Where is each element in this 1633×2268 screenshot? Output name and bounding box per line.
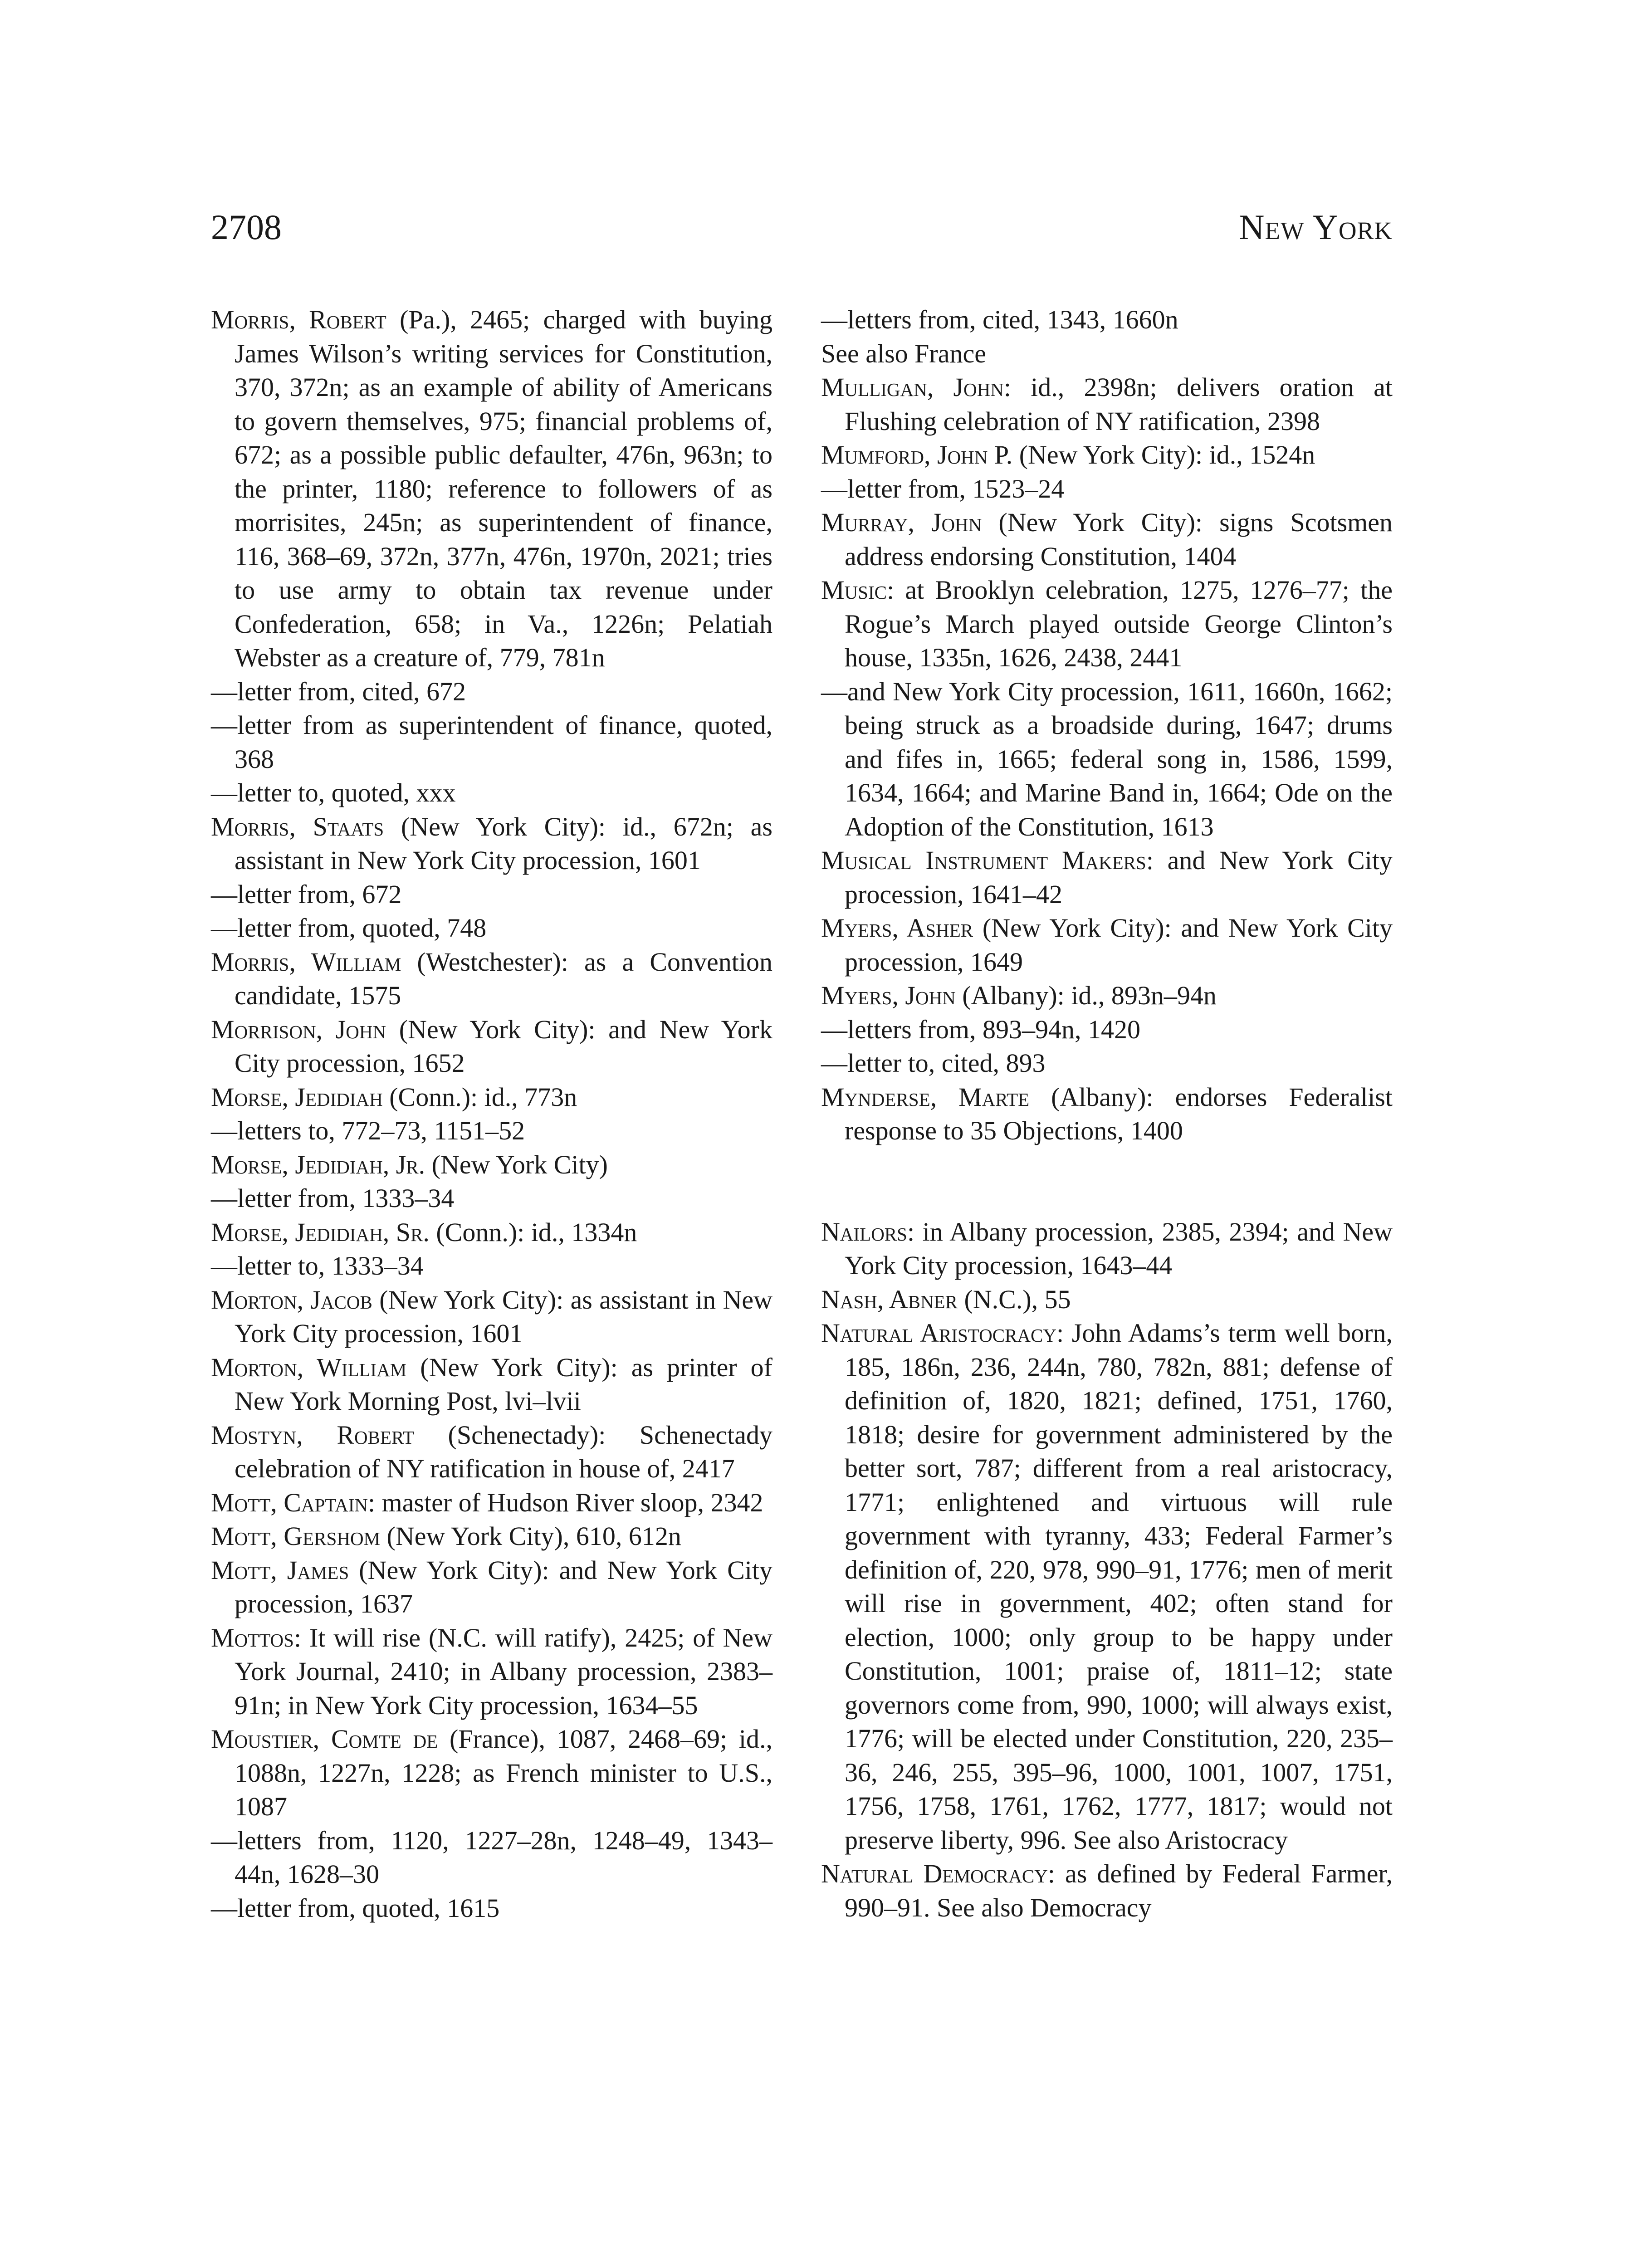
entry-text: —letter to, 1333–34 [211, 1251, 424, 1281]
entry-heading: Morse, Jedidiah, Jr. [211, 1149, 425, 1179]
entry-heading: Natural Aristocracy [821, 1318, 1056, 1348]
index-entry [821, 438, 1393, 472]
entry-text: (New York City): as assistant in New York City procession, 1601 [235, 1285, 772, 1348]
entry-text: (Pa.), 2465; charged with buying James Wilson’s writing services for Constitution, 370, 372n; as an example of ability of Americans to govern themselves, 975; financial problems of, 672; as a possible public defaulter, 476n, 963n; to the printer, 1180; reference to followers of as morrisites, 245n; as superintendent of finance, 116, 368–69, 372n, 377n, 476n, 1970n, 2021; tries to use army to obtain tax revenue under Confederation, 658; in Va., 1226n; Pelatiah Webster as a creature of, 779, 781n [235, 305, 772, 672]
entry-text: : and New York City procession, 1641–42 [845, 846, 1393, 909]
entry-text: (New York City) [425, 1149, 608, 1179]
index-subentry [821, 1013, 1393, 1047]
index-entry [821, 1316, 1393, 1857]
entry-text: —letter from, quoted, 1615 [211, 1893, 500, 1923]
left-column [211, 303, 772, 1925]
entry-text: : in Albany procession, 2385, 2394; and New York City procession, 1643–44 [845, 1217, 1393, 1280]
index-entry [211, 303, 772, 675]
section-break [821, 1148, 1393, 1215]
entry-text: —letters from, 1120, 1227–28n, 1248–49, 1343–44n, 1628–30 [211, 1825, 772, 1889]
entry-text: (New York City): and New York City procession, 1649 [845, 913, 1393, 977]
entry-text: See also France [821, 338, 986, 368]
index-entry [821, 1283, 1393, 1317]
entry-text: —letter from, 1523–24 [821, 474, 1065, 503]
entry-text: (Albany): endorses Federalist response to 35 Objections, 1400 [845, 1082, 1393, 1145]
entry-text: —letter from, quoted, 748 [211, 913, 487, 943]
index-entry [211, 1351, 772, 1418]
index-entry [211, 1418, 772, 1486]
index-subentry [821, 675, 1393, 844]
index-entry [211, 1486, 772, 1520]
entry-text: (Conn.): id., 1334n [429, 1217, 637, 1247]
entry-heading: Mulligan, John [821, 372, 1004, 402]
index-subentry [211, 1824, 772, 1892]
index-subentry [211, 675, 772, 709]
index-subentry [211, 1182, 772, 1216]
index-entry [211, 1013, 772, 1080]
entry-heading: Mott, Captain [211, 1487, 368, 1517]
entry-heading: Mostyn, Robert [211, 1420, 414, 1450]
index-entry [211, 1148, 772, 1182]
entry-heading: Musical Instrument Makers [821, 846, 1146, 875]
index-subentry [211, 1114, 772, 1148]
entry-text: (New York City): and New York City procession, 1637 [235, 1555, 772, 1618]
entry-heading: Mumford, John P. [821, 440, 1013, 469]
index-subentry [211, 1249, 772, 1283]
index-entry [821, 911, 1393, 979]
entry-heading: Morris, Robert [211, 305, 386, 334]
index-entry [211, 1216, 772, 1250]
entry-heading: Morton, William [211, 1352, 407, 1382]
entry-text: —letter from, 672 [211, 879, 402, 909]
entry-text: (Westchester): as a Convention candidate, 1575 [235, 947, 773, 1010]
entry-heading: Music [821, 575, 887, 605]
entry-heading: Morton, Jacob [211, 1285, 372, 1315]
index-entry [821, 1857, 1393, 1925]
entry-text: —letter to, cited, 893 [821, 1048, 1046, 1078]
index-entry [821, 573, 1393, 675]
entry-text: (Schenectady): Schenectady celebration of NY ratification in house of, 2417 [235, 1420, 773, 1483]
index-subentry [821, 337, 1393, 371]
entry-text: —letter from, 1333–34 [211, 1183, 455, 1213]
running-head: New York [1239, 207, 1393, 247]
index-subentry [821, 303, 1393, 337]
entry-text: (New York City): as printer of New York Morning Post, lvi–lvii [235, 1352, 772, 1416]
entry-text: : John Adams’s term well born, 185, 186n, 236, 244n, 780, 782n, 881; defense of definition of, 1820, 1821; defined, 1751, 1760, 1818; desire for government administered by the better sort, 787; different from a real aristocracy, 1771; enlightened and virtuous will rule government with tyranny, 433; Federal Farmer’s definition of, 220, 978, 990–91, 1776; men of merit will rise in government, 402; often stand for election, 1000; only group to be happy under Constitution, 1001; praise of, 1811–12; state governors come from, 990, 1000; will always exist, 1776; will be elected under Constitution, 220, 235–36, 246, 255, 395–96, 1000, 1001, 1007, 1751, 1756, 1758, 1761, 1762, 1777, 1817; would not preserve liberty, 996. See also Aristocracy [845, 1318, 1393, 1855]
entry-text: (Albany): id., 893n–94n [955, 981, 1217, 1010]
index-subentry [211, 1892, 772, 1926]
entry-text: : at Brooklyn celebration, 1275, 1276–77; the Rogue’s March played outside George Clinton’s house, 1335n, 1626, 2438, 2441 [845, 575, 1393, 672]
page-number: 2708 [211, 207, 282, 247]
entry-heading: Natural Democracy [821, 1859, 1048, 1888]
entry-text: —letter from, cited, 672 [211, 676, 466, 706]
entry-text: (Conn.): id., 773n [382, 1082, 577, 1112]
index-entry [821, 979, 1393, 1013]
entry-text: (New York City): id., 1524n [1012, 440, 1315, 469]
entry-heading: Morris, William [211, 947, 401, 977]
index-entry [211, 1621, 772, 1723]
entry-heading: Morrison, John [211, 1014, 386, 1044]
entry-heading: Mott, Gershom [211, 1521, 381, 1551]
index-subentry [211, 776, 772, 810]
entry-text: (France), 1087, 2468–69; id., 1088n, 1227n, 1228; as French minister to U.S., 1087 [235, 1724, 772, 1821]
entry-heading: Morris, Staats [211, 811, 384, 841]
index-entry [211, 810, 772, 878]
entry-text: : id., 2398n; delivers oration at Flushing celebration of NY ratification, 2398 [845, 372, 1393, 436]
entry-heading: Mottos [211, 1623, 294, 1652]
entry-heading: Myers, Asher [821, 913, 973, 943]
entry-text: —letter to, quoted, xxx [211, 778, 456, 807]
index-subentry [211, 709, 772, 776]
entry-text: —letters from, 893–94n, 1420 [821, 1014, 1140, 1044]
index-entry [211, 945, 772, 1013]
entry-heading: Mott, James [211, 1555, 349, 1585]
entry-text: (New York City), 610, 612n [380, 1521, 681, 1551]
entry-text: —letter from as superintendent of finance, quoted, 368 [211, 710, 772, 774]
entry-heading: Morse, Jedidiah, Sr. [211, 1217, 430, 1247]
page-header [211, 207, 1393, 247]
entry-text: : It will rise (N.C. will ratify), 2425; of New York Journal, 2410; in Albany procession, 2383–91n; in New York City procession, 1634–55 [235, 1623, 772, 1720]
index-subentry [211, 911, 772, 945]
entry-heading: Morse, Jedidiah [211, 1082, 383, 1112]
entry-text: (New York City): and New York City procession, 1652 [235, 1014, 772, 1078]
entry-text: —letters from, cited, 1343, 1660n [821, 305, 1178, 334]
index-entry [821, 506, 1393, 573]
index-entry [211, 1080, 772, 1114]
index-entry [211, 1554, 772, 1621]
entry-text: —and New York City procession, 1611, 1660n, 1662; being struck as a broadside during, 1647; drums and fifes in, 1665; federal song in, 1586, 1599, 1634, 1664; and Marine Band in, 1664; Ode on the Adoption of the Constitution, 1613 [821, 676, 1393, 841]
index-entry [821, 1080, 1393, 1148]
index-subentry [821, 472, 1393, 506]
entry-text: : as defined by Federal Farmer, 990–91. See also Democracy [845, 1859, 1393, 1922]
entry-heading: Myers, John [821, 981, 956, 1010]
entry-heading: Nash, Abner [821, 1284, 958, 1314]
entry-heading: Mynderse, Marte [821, 1082, 1030, 1112]
entry-heading: Nailors [821, 1217, 907, 1246]
entry-heading: Moustier, Comte de [211, 1724, 438, 1754]
index-subentry [821, 1046, 1393, 1080]
index-entry [821, 371, 1393, 438]
entry-heading: Murray, John [821, 508, 982, 537]
index-entry [211, 1283, 772, 1351]
right-column [821, 303, 1393, 1925]
index-entry [821, 844, 1393, 911]
entry-text: (N.C.), 55 [957, 1284, 1071, 1314]
entry-text: (New York City): id., 672n; as assistant in New York City procession, 1601 [235, 811, 772, 875]
index-entry [211, 1520, 772, 1554]
index-entry [211, 1722, 772, 1824]
entry-text: (New York City): signs Scotsmen address endorsing Constitution, 1404 [845, 508, 1393, 571]
index-entry [821, 1215, 1393, 1283]
index-subentry [211, 878, 772, 912]
entry-text: : master of Hudson River sloop, 2342 [368, 1487, 763, 1517]
entry-text: —letters to, 772–73, 1151–52 [211, 1116, 525, 1145]
